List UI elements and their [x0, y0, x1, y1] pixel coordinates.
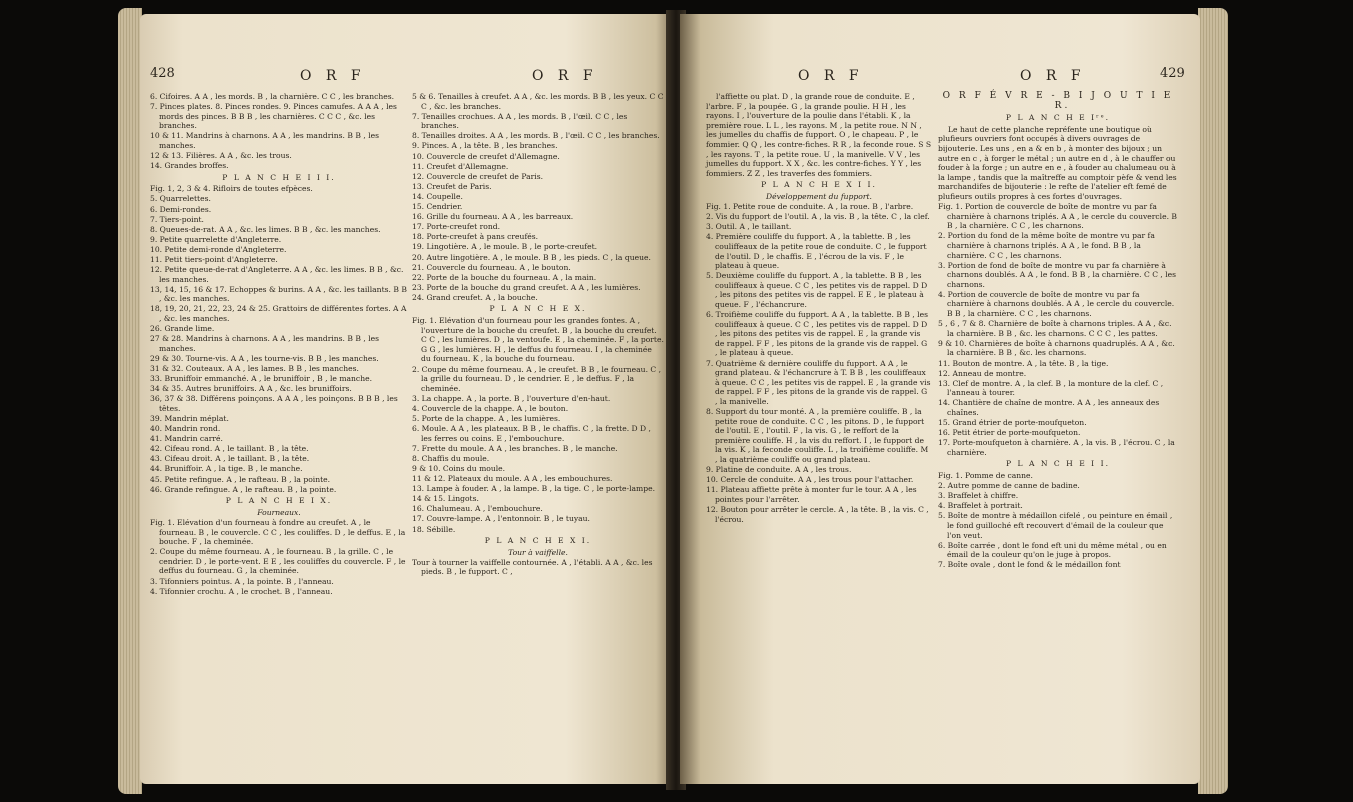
figure-entry: 10. Petite demi-ronde d'Angleterre. [150, 244, 287, 254]
figure-entry: 12 & 13. Filières. A A , &c. les trous. [150, 151, 292, 161]
figure-entry: l'affiette ou plat. D , la grande roue de conduite. E , l'arbre. F , la poupée. G , la grande poulie. H H , les rayons. I , l'ouverture de la poulie dans l'établi. K , la première roue. L L , les rayons. M , la petite roue. N N , les jumelles du chaffis de fupport. O , le chapeau. P , le fommier. Q Q , les contre-fiches. R R , la feconde roue. S S , les rayons. T , la petite roue. U , la manivelle. V V , les jumelles du fupport. X X , &c. les contre-fiches. Y Y , les fommiers. Z Z , les traverfes des fommiers. [706, 92, 932, 178]
figure-entry: Tour à tourner la vaiffelle contournée. A , l'établi. A A , &c. les pieds. B , le fupport. C , [412, 557, 653, 577]
figure-entry: 26. Grande lime. [150, 324, 215, 334]
figure-entry: 3. Braffelet à chiffre. [938, 491, 1019, 501]
figure-entry: Fig. 1. Elévation d'un fourneau à fondre au creufet. A , le fourneau. B , le couvercle. C C , les couliffes. D , le deffus. E , la bouche. F , la cheminée. [150, 517, 406, 547]
figure-entry: 2. Vis du fupport de l'outil. A , la vis. B , la tête. C , la clef. [706, 212, 930, 222]
figure-entry: 5. Boîte de montre à médaillon cifelé , ou peinture en émail , le fond guilloché eft recouvert d'émail de la couleur que l'on veut. [938, 511, 1173, 540]
figure-entry: 7. Pinces plates. 8. Pinces rondes. 9. Pinces camufes. A A A , les mords des pinces. B B B , les charnières. C C C , &c. les branches. [150, 102, 397, 131]
figure-entry: 5. Porte de la chappe. A , les lumières. [412, 414, 561, 423]
section-subtitle: Fourneaux. [257, 507, 301, 517]
text-column [412, 92, 664, 578]
running-head: O R F [532, 68, 598, 84]
page-edges-left [118, 8, 142, 794]
figure-entry: 7. Tiers-point. [150, 214, 204, 224]
plate-heading: P L A N C H E X I. [484, 536, 592, 546]
figure-entry: 11. Creufet d'Allemagne. [412, 161, 509, 171]
figure-entry: 20. Autre lingotière. A , le moule. B B , les pieds. C , la queue. [412, 252, 651, 262]
text-column [938, 92, 1178, 571]
figure-entry: 13. Clef de montre. A , la clef. B , la monture de la clef. C , l'anneau à tourer. [938, 378, 1164, 398]
figure-entry: 12. Couvercle de creufet de Paris. [412, 171, 544, 181]
figure-entry: 31 & 32. Couteaux. A A , les lames. B B , les manches. [150, 364, 359, 374]
figure-entry: 4. Portion de couvercle de boîte de montre vu par fa charnière à charnons doublés. A A , le cercle du couvercle. B B , la charnière. C C , les charnons. [938, 289, 1175, 319]
figure-entry: 43. Cifeau droit. A , le taillant. B , la tête. [150, 454, 310, 464]
figure-entry: 4. Couvercle de la chappe. A , le bouton. [412, 403, 569, 413]
section-subtitle: Tour à vaiffelle. [508, 547, 568, 557]
figure-entry: Le haut de cette planche repréfente une boutique où plufieurs ouvriers font occupés à divers ouvrages de bijouterie. Les uns , en a & en b , à monter des bijoux ; un autre en c , à forger le métal ; un autre en d , à le chauffer ou fouder à la forge ; un autre en e , à fouder au chalumeau ou à la lampe , tandis que la maîtreffe au comptoir pèfe & vend les marchandifes de bijouterie : le refte de l'atelier eft femé de plufieurs outils propres à ces fortes d'ouvrages. [938, 124, 1177, 201]
figure-entry: 23. Porte de la bouche du grand creufet. A A , les lumières. [412, 282, 641, 292]
figure-entry: 12. Petite queue-de-rat d'Angleterre. A A , &c. les limes. B B , &c. les manches. [150, 265, 404, 284]
figure-entry: 13. Lampe à fouder. A , la lampe. B , la tige. C , le porte-lampe. [412, 484, 655, 494]
figure-entry: 3. La chappe. A , la porte. B , l'ouverture d'en-haut. [412, 393, 611, 403]
figure-entry: Fig. 1. Pomme de canne. [938, 471, 1033, 481]
figure-entry: 4. Braffelet à portrait. [938, 501, 1023, 511]
figure-entry: 42. Cifeau rond. A , le taillant. B , la tête. [150, 444, 309, 454]
figure-entry: 41. Mandrin carré. [150, 434, 223, 444]
right-page [680, 14, 1200, 784]
figure-entry: 10. Couvercle de creufet d'Allemagne. [412, 151, 560, 161]
figure-entry: 14 & 15. Lingots. [412, 494, 479, 504]
figure-entry: Fig. 1, 2, 3 & 4. Rifloirs de toutes efpèces. [150, 184, 313, 194]
figure-entry: 7. Quatrième & dernière couliffe du fupport. A A , le grand plateau. & l'échancrure à T. B B , les couliffeaux à queue. C C , les petites vis de rappel. E , la grande vis de rappel. F F , les pitons de la grande vis de rappel. G , la manivelle. [706, 358, 931, 406]
figure-entry: 9. Petite quarrelette d'Angleterre. [150, 234, 282, 244]
figure-entry: 39. Mandrin méplat. [150, 414, 229, 423]
figure-entry: 18. Sébille. [412, 524, 456, 534]
figure-entry: 13. Creufet de Paris. [412, 181, 492, 191]
figure-entry: 8. Chaffis du moule. [412, 453, 490, 463]
figure-entry: Fig. 1. Portion de couvercle de boîte de montre vu par fa charnière à charnons triplés. A A , le cercle du couvercle. B B , la charnière. C C , les charnons. [938, 202, 1177, 231]
figure-entry: 24. Grand creufet. A , la bouche. [412, 292, 538, 302]
section-subtitle: Développement du fupport. [766, 191, 872, 201]
figure-entry: 12. Anneau de montre. [938, 368, 1027, 378]
figure-entry: 15. Grand étrier de porte-moufqueton. [938, 418, 1087, 428]
figure-entry: 8. Queues-de-rat. A A , &c. les limes. B B , &c. les manches. [150, 224, 381, 234]
page-number: 428 [150, 66, 175, 81]
running-head: O R F [300, 68, 366, 84]
figure-entry: 9. Platine de conduite. A A , les trous. [706, 465, 852, 475]
figure-entry: 12. Bouton pour arrêter le cercle. A , la tête. B , la vis. C , l'écrou. [706, 504, 929, 524]
running-head: O R F [798, 68, 864, 84]
figure-entry: 29 & 30. Tourne-vis. A A , les tourne-vis. B B , les manches. [150, 353, 379, 363]
figure-entry: 6. Demi-rondes. [150, 204, 212, 214]
figure-entry: 10. Cercle de conduite. A A , les trous pour l'attacher. [706, 475, 914, 485]
figure-entry: 6. Moule. A A , les plateaux. B B , le chaffis. C , la frette. D D , les ferres ou coins. E , l'embouchure. [412, 424, 651, 443]
figure-entry: 15. Cendrier. [412, 202, 463, 212]
figure-entry: 17. Porte-creufet rond. [412, 222, 501, 232]
figure-entry: 11 & 12. Plateaux du moule. A A , les embouchures. [412, 474, 613, 484]
figure-entry: 9 & 10. Charnières de boîte à charnons quadruplés. A A , &c. la charnière. B B , &c. les charnons. [938, 338, 1175, 358]
figure-entry: 5 & 6. Tenailles à creufet. A A , &c. les mords. B B , les yeux. C C C , &c. les branches. [412, 92, 664, 111]
figure-entry: 6. Boîte carrée , dont le fond eft uni du même métal , ou en émail de la couleur qu'on le juge à propos. [938, 540, 1167, 560]
figure-entry: 11. Bouton de montre. A , la tête. B , la tige. [938, 358, 1109, 368]
figure-entry: 2. Coupe du même fourneau. A , le creufet. B B , le fourneau. C , la grille du fourneau. D , le cendrier. E , le deffus. F , la cheminée. [412, 364, 662, 393]
text-column [150, 92, 408, 597]
figure-entry: 18. Porte-creufet à pans creufés. [412, 232, 539, 242]
figure-entry: 3. Outil. A , le taillant. [706, 222, 792, 232]
figure-entry: 17. Porte-moufqueton à charnière. A , la vis. B , l'écrou. C , la charnière. [938, 438, 1175, 457]
figure-entry: 34 & 35. Autres bruniffoirs. A A , &c. les bruniffoirs. [150, 384, 352, 394]
figure-entry: 11. Plateau affiette prête à monter fur le tour. A A , les pointes pour l'arrêter. [706, 485, 917, 504]
figure-entry: 36, 37 & 38. Différens poinçons. A A A , les poinçons. B B B , les têtes. [150, 394, 398, 413]
plate-heading: P L A N C H E I I. [1006, 459, 1110, 469]
figure-entry: 5. Quarrelettes. [150, 194, 211, 204]
figure-entry: 18, 19, 20, 21, 22, 23, 24 & 25. Grattoirs de différentes fortes. A A , &c. les manches. [150, 304, 407, 324]
figure-entry: 17. Couvre-lampe. A , l'entonnoir. B , le tuyau. [412, 514, 590, 524]
plate-heading: P L A N C H E Iʳᵉ. [1005, 113, 1111, 123]
figure-entry: 4. Première couliffe du fupport. A , la tablette. B , les couliffeaux de la petite roue de conduite. C , le fupport de l'outil. D , le chaffis. E , l'écrou de la vis. F , le plateau à queue. [706, 232, 927, 271]
figure-entry: 16. Chalumeau. A , l'embouchure. [412, 504, 543, 514]
figure-entry: 7. Frette du moule. A A , les branches. B , le manche. [412, 443, 618, 453]
figure-entry: 40. Mandrin rond. [150, 424, 221, 434]
figure-entry: 21. Couvercle du fourneau. A , le bouton. [412, 262, 571, 272]
figure-entry: 27 & 28. Mandrins à charnons. A A , les mandrins. B B , les manches. [150, 334, 380, 353]
figure-entry: 2. Autre pomme de canne de badine. [938, 481, 1080, 491]
figure-entry: 22. Porte de la bouche du fourneau. A , la main. [412, 272, 597, 282]
left-page [140, 14, 672, 784]
figure-entry: 2. Portion du fond de la même boîte de montre vu par fa charnière à charnons triplés. A A , le fond. B B , la charnière. C C , les charnons. [938, 231, 1155, 260]
figure-entry: Fig. 1. Petite roue de conduite. A , la roue. B , l'arbre. [706, 202, 914, 212]
figure-entry: 8. Support du tour monté. A , la première couliffe. B , la petite roue de conduite. C C , les pitons. D , le fupport de l'outil. E , l'outil. F , la vis. G , le reffort de la première couliffe. H , la vis du reffort. I , le fupport de la vis. K , la feconde couliffe. L , la troifième couliffe. M , la quatrième couliffe ou grand plateau. [706, 407, 929, 464]
figure-entry: 5. Deuxième couliffe du fupport. A , la tablette. B B , les couliffeaux à queue. C C , les petites vis de rappel. D D , les pitons des petites vis de rappel. E E , le plateau à queue. F , l'échancrure. [706, 271, 928, 309]
figure-entry: 45. Petite refingue. A , le rafteau. B , la pointe. [150, 474, 331, 484]
article-title: O R F É V R E - B I J O U T I E R. [942, 91, 1174, 111]
figure-entry: 33. Bruniffoir emmanché. A , le bruniffoir , B , le manche. [150, 374, 372, 384]
figure-entry: 3. Tifonniers pointus. A , la pointe. B , l'anneau. [150, 576, 334, 586]
plate-heading: P L A N C H E I I I. [222, 172, 336, 182]
page-number: 429 [1160, 66, 1185, 81]
figure-entry: 6. Troifième couliffe du fupport. A A , la tablette. B B , les couliffeaux à queue. C C , les petites vis de rappel. D D , les pitons des petites vis de rappel. E , la grande vis de rappel. F F , les pitons de la grande vis de rappel. G , le plateau à queue. [706, 310, 928, 358]
figure-entry: 3. Portion de fond de boîte de montre vu par fa charnière à charnons doublés. A A , le fond. B B , la charnière. C C , les charnons. [938, 260, 1177, 289]
figure-entry: 13, 14, 15, 16 & 17. Echoppes & burins. A A , &c. les taillants. B B , &c. les manches. [150, 284, 407, 304]
figure-entry: 6. Cifoires. A A , les mords. B , la charnière. C C , les branches. [150, 92, 395, 101]
figure-entry: 19. Lingotière. A , le moule. B , le porte-creufet. [412, 242, 598, 252]
page-edges-right [1198, 8, 1228, 794]
running-head: O R F [1020, 68, 1086, 84]
plate-heading: P L A N C H E X. [489, 304, 587, 314]
figure-entry: 2. Coupe du même fourneau. A , le fourneau. B , la grille. C , le cendrier. D , le porte-vent. E E , les couliffes du couvercle. F , le deffus du fourneau. G , la cheminée. [150, 547, 406, 576]
figure-entry: 4. Tifonnier crochu. A , le crochet. B , l'anneau. [150, 586, 333, 596]
figure-entry: 14. Coupelle. [412, 191, 463, 201]
figure-entry: 9. Pinces. A , la tête. B , les branches. [412, 141, 558, 151]
plate-heading: P L A N C H E I X. [225, 496, 333, 506]
figure-entry: 44. Bruniffoir. A , la tige. B , le manche. [150, 464, 303, 474]
text-column [706, 92, 932, 525]
figure-entry: 16. Petit étrier de porte-moufqueton. [938, 428, 1081, 438]
figure-entry: Fig. 1. Elévation d'un fourneau pour les grandes fontes. A , l'ouverture de la bouche du creufet. B , la bouche du creufet. C C , les lumières. D , la ventoufe. E , la cheminée. F , la porte. G G , les lumières. H , le deffus du fourneau. I , la cheminée du fourneau. K , la bouche du fourneau. [412, 316, 664, 364]
figure-entry: 10 & 11. Mandrins à charnons. A A , les mandrins. B B , les manches. [150, 131, 380, 150]
figure-entry: 8. Tenailles droites. A A , les mords. B , l'œil. C C , les branches. [412, 131, 660, 141]
figure-entry: 5 , 6 , 7 & 8. Charnière de boîte à charnons triples. A A , &c. la charnière. B B , &c. les charnons. C C C , les pattes. [938, 319, 1172, 338]
figure-entry: 14. Chantière de chaîne de montre. A A , les anneaux des chaînes. [938, 398, 1160, 417]
figure-entry: 7. Tenailles crochues. A A , les mords. B , l'œil. C C , les branches. [412, 111, 628, 131]
figure-entry: 11. Petit tiers-point d'Angleterre. [150, 255, 278, 264]
plate-heading: P L A N C H E X I I. [761, 180, 877, 190]
figure-entry: 9 & 10. Coins du moule. [412, 463, 506, 473]
figure-entry: 16. Grille du fourneau. A A , les barreaux. [412, 212, 574, 222]
figure-entry: 7. Boîte ovale , dont le fond & le médaillon font [938, 560, 1121, 570]
figure-entry: 14. Grandes broffes. [150, 161, 229, 171]
figure-entry: 46. Grande refingue. A , le rafteau. B , la pointe. [150, 484, 337, 494]
